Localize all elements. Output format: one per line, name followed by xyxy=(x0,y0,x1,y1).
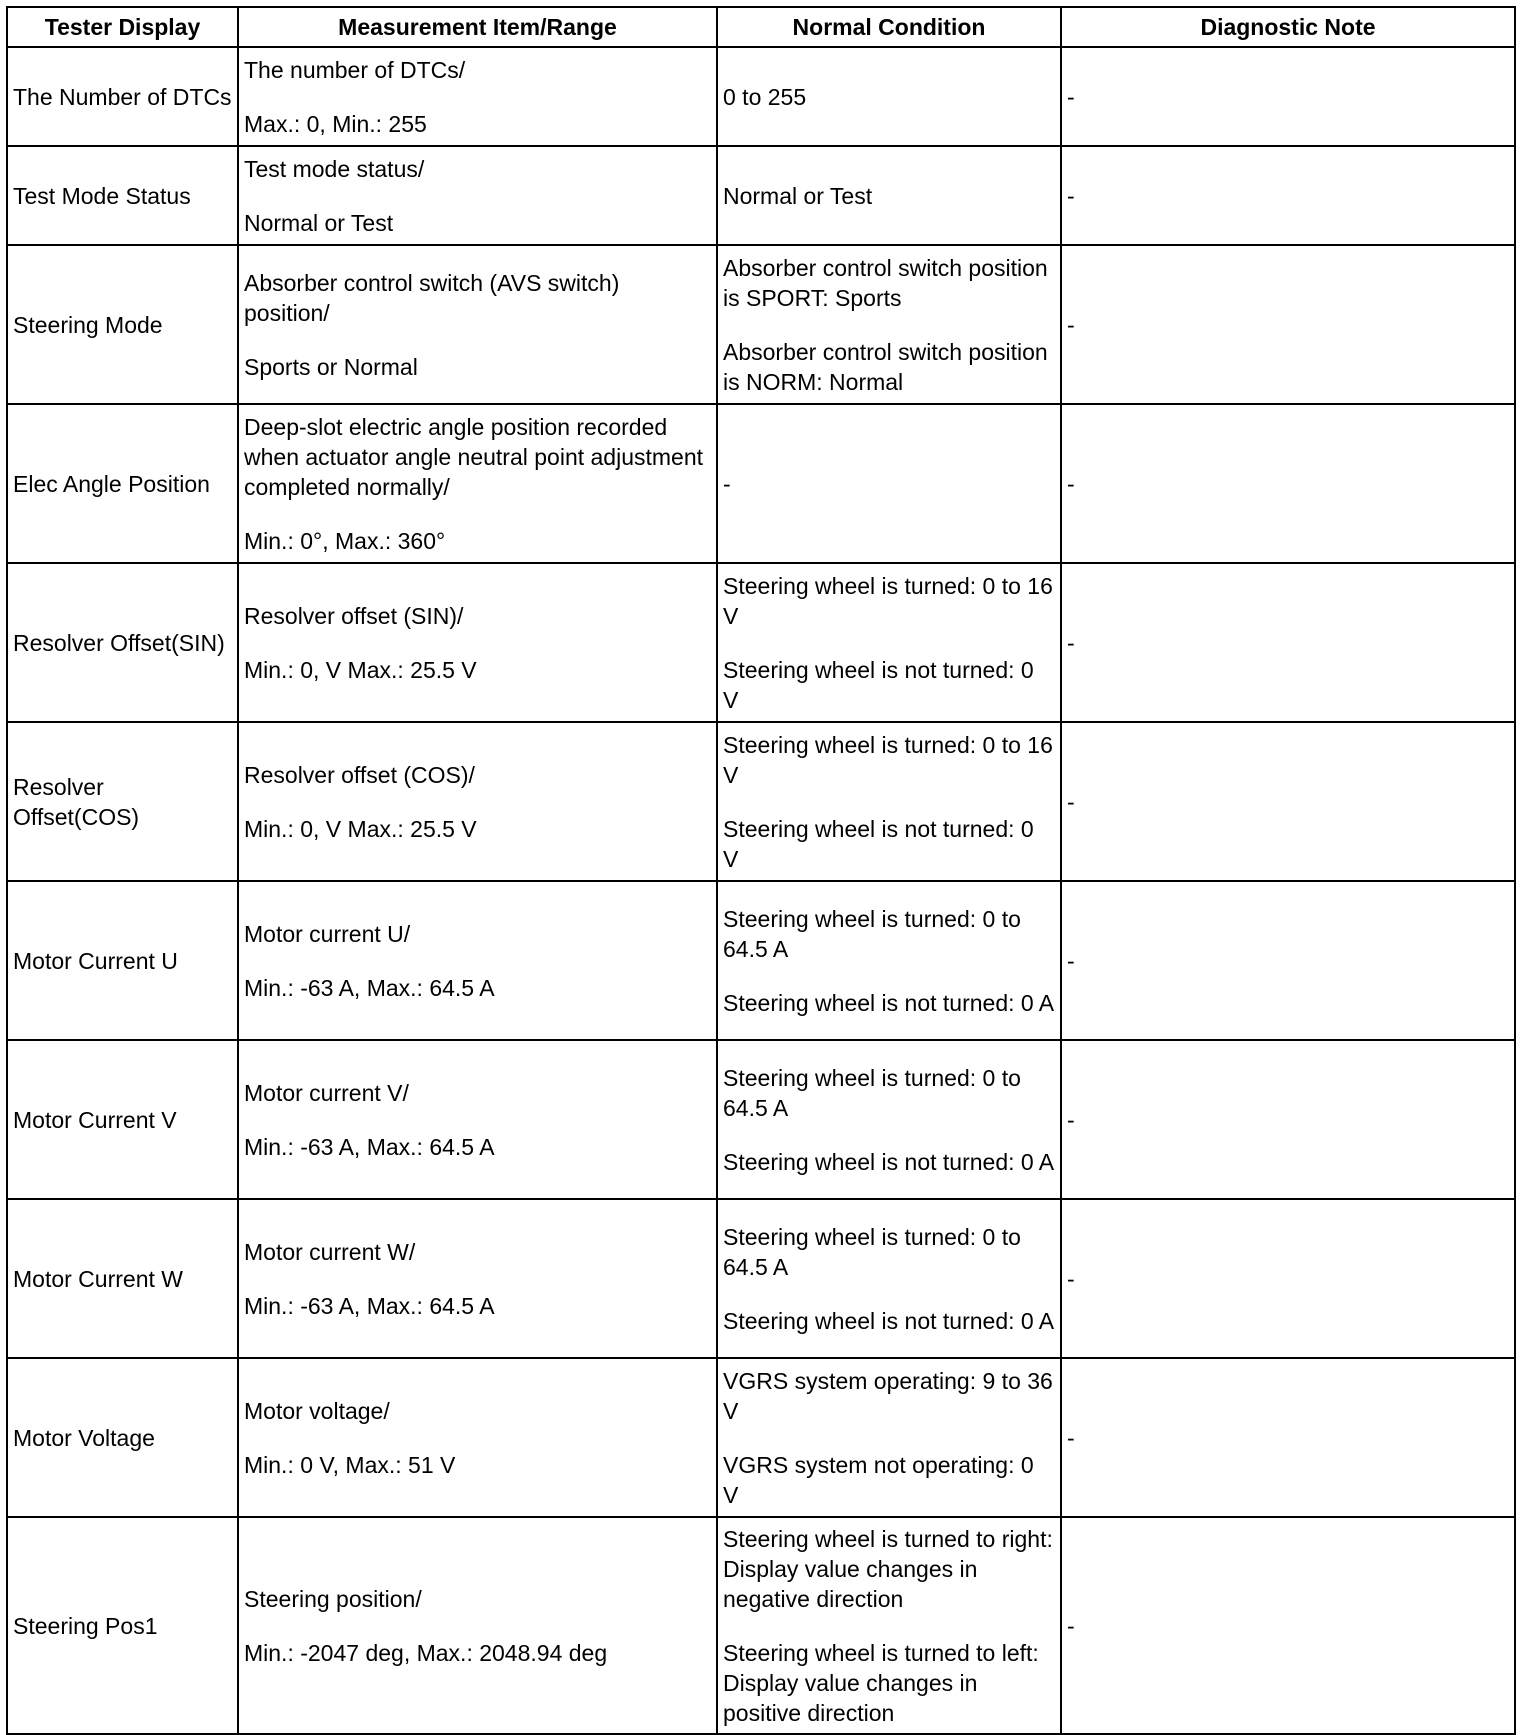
normal-condition-cell: - xyxy=(717,404,1061,563)
table-row xyxy=(7,1358,1515,1517)
data-list-table xyxy=(6,6,1516,1735)
tester-display-cell: The Number of DTCs xyxy=(7,47,238,146)
tester-display-cell: Resolver Offset(SIN) xyxy=(7,563,238,722)
header-normal-condition: Normal Condition xyxy=(717,7,1061,47)
measurement-item-cell: The number of DTCs/ Max.: 0, Min.: 255 xyxy=(238,47,717,146)
measurement-item-cell: Steering position/ Min.: -2047 deg, Max.: 2048.94 deg xyxy=(238,1517,717,1734)
header-measurement-item: Measurement Item/Range xyxy=(238,7,717,47)
normal-condition-cell: Steering wheel is turned: 0 to 16 V Steering wheel is not turned: 0 V xyxy=(717,563,1061,722)
normal-condition-cell: Steering wheel is turned: 0 to 64.5 A Steering wheel is not turned: 0 A xyxy=(717,1040,1061,1199)
normal-condition-cell: Absorber control switch position is SPORT: Sports Absorber control switch position is NORM: Normal xyxy=(717,245,1061,404)
diagnostic-note-cell: - xyxy=(1061,1358,1515,1517)
header-tester-display: Tester Display xyxy=(7,7,238,47)
normal-condition-cell: Normal or Test xyxy=(717,146,1061,245)
table-row xyxy=(7,245,1515,404)
tester-display-cell: Steering Mode xyxy=(7,245,238,404)
table-row xyxy=(7,146,1515,245)
diagnostic-note-cell: - xyxy=(1061,1517,1515,1734)
normal-condition-cell: Steering wheel is turned: 0 to 16 V Steering wheel is not turned: 0 V xyxy=(717,722,1061,881)
table-row xyxy=(7,47,1515,146)
normal-condition-cell: Steering wheel is turned: 0 to 64.5 A Steering wheel is not turned: 0 A xyxy=(717,1199,1061,1358)
table-row xyxy=(7,1040,1515,1199)
tester-display-cell: Resolver Offset(COS) xyxy=(7,722,238,881)
diagnostic-note-cell: - xyxy=(1061,1040,1515,1199)
diagnostic-note-cell: - xyxy=(1061,47,1515,146)
diagnostic-note-cell: - xyxy=(1061,404,1515,563)
diagnostic-note-cell: - xyxy=(1061,146,1515,245)
table-row xyxy=(7,404,1515,563)
tester-display-cell: Motor Current U xyxy=(7,881,238,1040)
tester-display-cell: Steering Pos1 xyxy=(7,1517,238,1734)
measurement-item-cell: Resolver offset (COS)/ Min.: 0, V Max.: 25.5 V xyxy=(238,722,717,881)
diagnostic-note-cell: - xyxy=(1061,1199,1515,1358)
diagnostic-note-cell: - xyxy=(1061,881,1515,1040)
measurement-item-cell: Absorber control switch (AVS switch) position/ Sports or Normal xyxy=(238,245,717,404)
normal-condition-cell: Steering wheel is turned to right: Display value changes in negative direction Steering wheel is turned to left: Display value changes in positive direction xyxy=(717,1517,1061,1734)
tester-display-cell: Motor Current W xyxy=(7,1199,238,1358)
tester-display-cell: Test Mode Status xyxy=(7,146,238,245)
header-row xyxy=(7,7,1515,47)
header-diagnostic-note: Diagnostic Note xyxy=(1061,7,1515,47)
measurement-item-cell: Motor current W/ Min.: -63 A, Max.: 64.5 A xyxy=(238,1199,717,1358)
measurement-item-cell: Motor current U/ Min.: -63 A, Max.: 64.5 A xyxy=(238,881,717,1040)
tester-display-cell: Elec Angle Position xyxy=(7,404,238,563)
table-row xyxy=(7,1199,1515,1358)
measurement-item-cell: Motor current V/ Min.: -63 A, Max.: 64.5 A xyxy=(238,1040,717,1199)
measurement-item-cell: Motor voltage/ Min.: 0 V, Max.: 51 V xyxy=(238,1358,717,1517)
table-row xyxy=(7,563,1515,722)
table-row xyxy=(7,722,1515,881)
measurement-item-cell: Deep-slot electric angle position recorded when actuator angle neutral point adjustment completed normally/ Min.: 0°, Max.: 360° xyxy=(238,404,717,563)
table-row xyxy=(7,881,1515,1040)
normal-condition-cell: VGRS system operating: 9 to 36 V VGRS system not operating: 0 V xyxy=(717,1358,1061,1517)
diagnostic-note-cell: - xyxy=(1061,563,1515,722)
normal-condition-cell: 0 to 255 xyxy=(717,47,1061,146)
tester-display-cell: Motor Current V xyxy=(7,1040,238,1199)
diagnostic-note-cell: - xyxy=(1061,245,1515,404)
measurement-item-cell: Test mode status/ Normal or Test xyxy=(238,146,717,245)
diagnostic-note-cell: - xyxy=(1061,722,1515,881)
measurement-item-cell: Resolver offset (SIN)/ Min.: 0, V Max.: 25.5 V xyxy=(238,563,717,722)
tester-display-cell: Motor Voltage xyxy=(7,1358,238,1517)
table-row xyxy=(7,1517,1515,1734)
normal-condition-cell: Steering wheel is turned: 0 to 64.5 A Steering wheel is not turned: 0 A xyxy=(717,881,1061,1040)
